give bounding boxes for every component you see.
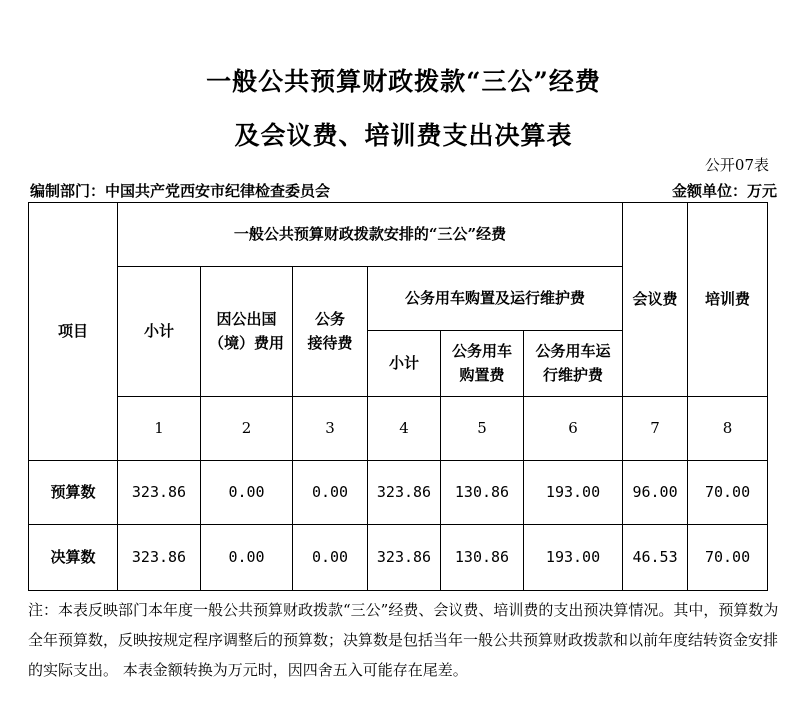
table-cell: 96.00 (623, 461, 688, 525)
header-subtotal: 小计 (118, 267, 201, 397)
form-number: 公开07表 (704, 156, 769, 174)
header-training: 培训费 (688, 203, 768, 397)
header-vehicle-purchase-line2: 购置费 (459, 365, 505, 384)
table-cell: 323.86 (368, 525, 441, 591)
table-cell: 193.00 (524, 461, 623, 525)
column-index: 6 (524, 397, 623, 461)
unit-label: 金额单位：万元 (671, 182, 777, 200)
header-three-public-group: 一般公共预算财政拨款安排的“三公”经费 (118, 203, 623, 267)
header-vehicle-maint-line1: 公务用车运 (535, 342, 611, 361)
header-vehicle-maint-line2: 行维护费 (543, 365, 604, 384)
footnote: 注：本表反映部门本年度一般公共预算财政拨款“三公”经费、会议费、培训费的支出预决算情况。其中，预算数为全年预算数，反映按规定程序调整后的预算数；决算数是包括当年一般公共预算财政拨款和以前年度结转资金安排的实际支出。 本表金额转换为万元时，因四舍五入可能存在尾差。 (28, 601, 779, 679)
table-cell: 193.00 (524, 525, 623, 591)
header-abroad (201, 267, 293, 397)
table-row-budget (29, 461, 768, 525)
table-cell: 70.00 (688, 525, 768, 591)
page-title: 一般公共预算财政拨款“三公”经费 (206, 67, 601, 96)
table-cell: 0.00 (293, 525, 368, 591)
table-cell: 130.86 (441, 461, 524, 525)
header-abroad-line2: （境）费用 (208, 333, 284, 352)
table-cell: 46.53 (623, 525, 688, 591)
table-cell: 70.00 (688, 461, 768, 525)
header-vehicle-purchase (441, 331, 524, 397)
table-cell: 323.86 (118, 461, 201, 525)
header-item: 项目 (29, 203, 118, 461)
table-cell: 323.86 (368, 461, 441, 525)
header-vehicle-maintenance (524, 331, 623, 397)
header-vehicle-purchase-line1: 公务用车 (451, 342, 512, 361)
header-reception-line2: 接待费 (307, 333, 353, 352)
header-meeting: 会议费 (623, 203, 688, 397)
department-label: 编制部门：中国共产党西安市纪律检查委员会 (30, 182, 331, 200)
column-index: 5 (441, 397, 524, 461)
column-index: 8 (688, 397, 768, 461)
header-vehicle-group: 公务用车购置及运行维护费 (368, 267, 623, 331)
row-label: 决算数 (29, 525, 118, 591)
column-index: 7 (623, 397, 688, 461)
table-row-actual (29, 525, 768, 591)
table-cell: 130.86 (441, 525, 524, 591)
column-index: 2 (201, 397, 293, 461)
header-abroad-line1: 因公出国 (216, 310, 277, 329)
expenditure-table (28, 202, 768, 591)
table-cell: 0.00 (201, 461, 293, 525)
header-reception (293, 267, 368, 397)
table-cell: 0.00 (293, 461, 368, 525)
row-label: 预算数 (29, 461, 118, 525)
column-index: 1 (118, 397, 201, 461)
header-vehicle-subtotal: 小计 (368, 331, 441, 397)
table-cell: 0.00 (201, 525, 293, 591)
header-reception-line1: 公务 (314, 310, 345, 329)
column-index: 4 (368, 397, 441, 461)
column-index: 3 (293, 397, 368, 461)
table-cell: 323.86 (118, 525, 201, 591)
page-subtitle: 及会议费、培训费支出决算表 (234, 121, 573, 150)
